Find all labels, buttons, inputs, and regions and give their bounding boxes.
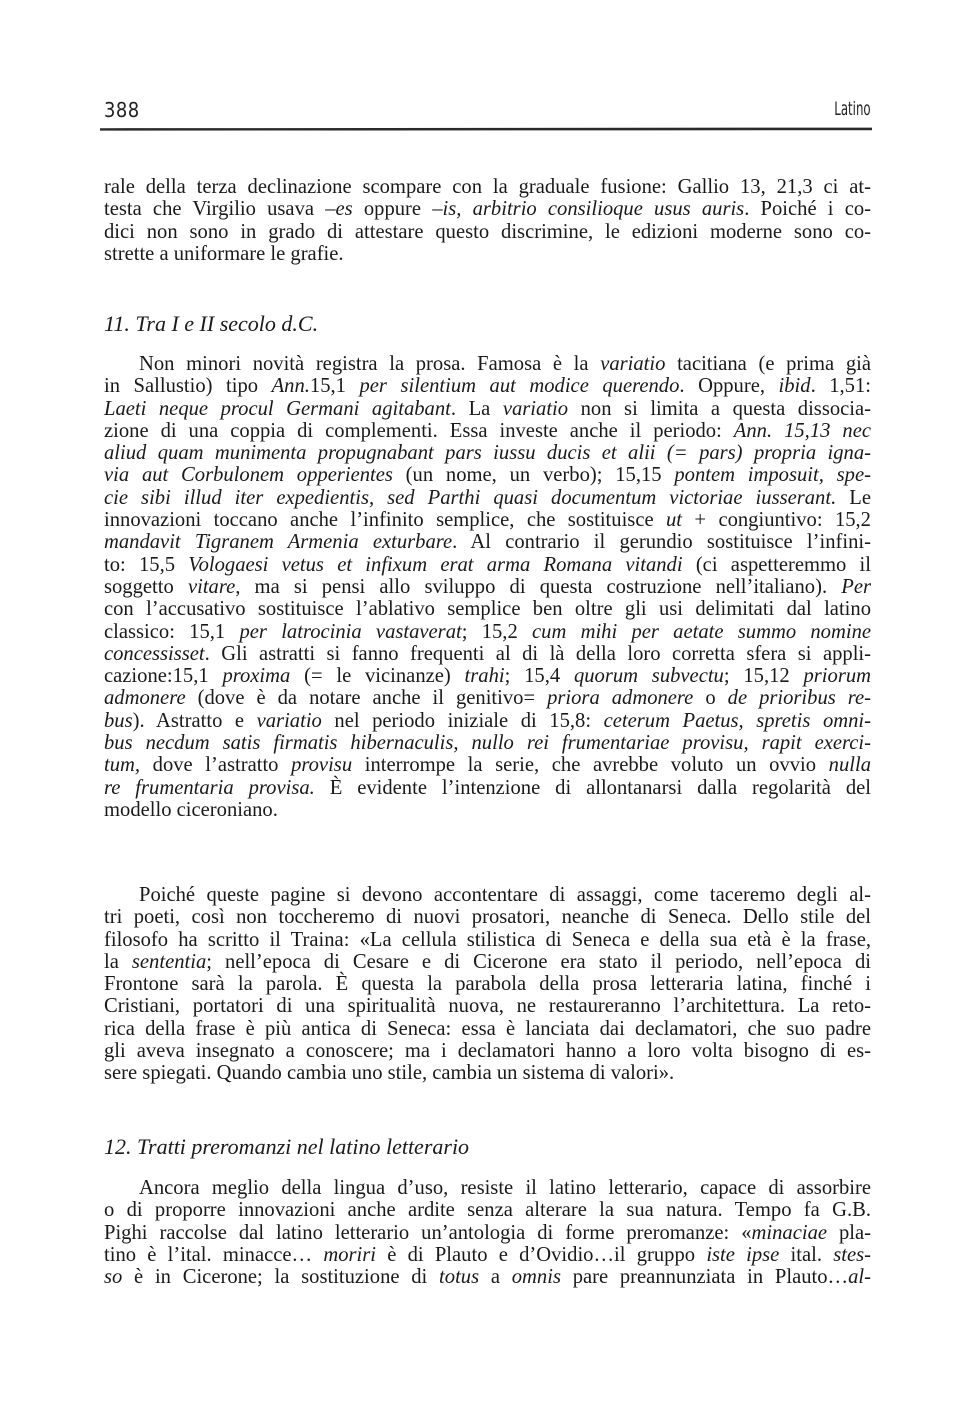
italic-text: cum mihi per aetate summo nomine (532, 620, 872, 643)
italic-text: Ann. 15,13 nec (733, 419, 871, 442)
italic-text: omnis (511, 1266, 561, 1289)
text-line (104, 375, 871, 397)
italic-text: sententia (131, 950, 207, 973)
italic-text: tum, (104, 754, 141, 777)
text-run: a (479, 1266, 512, 1289)
text-run: con l’accusativo sostituisce l’ablativo semplice ben oltre gli usi delimitati dal latino (104, 598, 871, 621)
italic-text: moriri (323, 1243, 376, 1266)
text-run: Cristiani, portatori di una spiritualità nuova, ne restaureranno l’architettura. La reto- (104, 995, 871, 1018)
text-run: filosofo ha scritto il Traina: «La cellula stilistica di Seneca e della sua età è la frase, (104, 928, 871, 951)
text-run: o di proporre innovazioni anche ardite senza alterare la sua natura. Tempo fa G.B. (104, 1199, 871, 1222)
text-run: (un nome, un verbo); 15,15 (392, 464, 675, 487)
text-run: soggetto (104, 575, 188, 598)
text-run: tri poeti, così non toccheremo di nuovi prosatori, neanche di Seneca. Dello stile del (104, 906, 871, 929)
text-line (104, 509, 871, 531)
italic-text: pontem imposuit, spe- (674, 464, 871, 487)
text-run: rica della frase è più antica di Seneca: essa è lanciata dai declamatori, che suo padre (104, 1017, 871, 1040)
italic-text: priora admonere (547, 687, 694, 710)
italic-text: Laeti neque procul Germani agitabant (104, 397, 451, 420)
italic-text: Vologaesi vetus et infixum erat arma Romana vitandi (188, 553, 683, 576)
text-line (104, 799, 871, 821)
text-line (104, 1040, 871, 1062)
italic-text: ut (666, 509, 683, 532)
italic-text: variatio (256, 709, 322, 732)
text-run: (= le vicinanze) (290, 665, 465, 688)
text-line (104, 995, 871, 1017)
text-run: Poiché queste pagine si devono accontentare di assaggi, come taceremo degli al- (139, 884, 871, 906)
italic-text: –is, arbitrio consilioque usus auris (432, 198, 745, 221)
text-line (104, 243, 871, 265)
text-run: . 1,51: (810, 375, 872, 398)
italic-text: variatio (502, 397, 569, 420)
italic-text: al- (848, 1266, 872, 1289)
text-run: nel periodo iniziale di 15,8: (321, 709, 604, 732)
text-line (104, 554, 871, 576)
text-run: testa che Virgilio usava (104, 198, 326, 221)
section-heading-11: 11. Tra I e II secolo d.C. (104, 311, 319, 336)
italic-text: priorum (803, 665, 872, 688)
text-line (104, 754, 871, 776)
text-run: pla- (827, 1221, 871, 1244)
text-run: interrompe la serie, che avrebbe voluto un ovvio (352, 754, 829, 777)
text-run: ital. (779, 1243, 834, 1266)
text-run: . Poiché i co- (744, 198, 871, 221)
italic-text: quorum subvectu (573, 665, 724, 688)
text-run: classico: 15,1 (104, 620, 240, 643)
text-run: in Sallustio) tipo (104, 375, 272, 398)
text-line (104, 665, 871, 687)
text-line (104, 487, 871, 509)
text-line (104, 442, 871, 464)
text-line (104, 687, 871, 709)
text-run: strette a uniformare le grafie. (104, 242, 344, 265)
text-run: ; nell’epoca di Cesare e di Cicerone era stato il periodo, nell’epoca di (206, 950, 871, 973)
italic-text: mandavit Tigranem Armenia exturbare (104, 531, 453, 554)
italic-text: nulla (828, 754, 872, 777)
text-run: to: 15,5 (104, 553, 189, 576)
text-line (104, 176, 871, 198)
italic-text: per silentium aut modice querendo (359, 375, 680, 398)
italic-text: concessisset (104, 642, 205, 665)
text-run: sere spiegati. Quando cambia uno stile, cambia un sistema di valori». (104, 1062, 675, 1085)
header-rule (100, 127, 872, 131)
text-line (104, 464, 871, 486)
running-head: Latino (834, 98, 871, 120)
text-line (104, 1177, 871, 1199)
italic-text: so (104, 1266, 123, 1289)
text-run: ; 15,4 (504, 665, 574, 688)
text-run: non si limita a questa dissocia- (568, 397, 871, 420)
italic-text: proxima (222, 665, 291, 688)
text-run: . Al contrario il gerundio sostituisce l’infini- (452, 531, 871, 554)
text-run: innovazioni toccano anche l’infinito semplice, che sostituisce (104, 509, 666, 532)
italic-text: cie sibi illud iter expedientis, sed Parthi quasi documentum victoriae iusserant. (104, 486, 837, 509)
text-line (104, 906, 871, 928)
text-line (104, 1244, 871, 1266)
para-12-1 (104, 1177, 871, 1288)
italic-text: –es (325, 198, 353, 221)
text-run: modello ciceroniano. (104, 798, 278, 821)
text-run: rale della terza declinazione scompare con la graduale fusione: Gallio 13, 21,3 ci at- (104, 176, 871, 198)
text-run: è di Plauto e d’Ovidio…il gruppo (376, 1243, 707, 1266)
page-header (104, 98, 871, 130)
italic-text: minaciae (751, 1221, 828, 1244)
text-line (104, 1222, 871, 1244)
text-run: ; 15,2 (461, 620, 533, 643)
text-run: Ancora meglio della lingua d’uso, resiste il latino letterario, capace di assorbire (139, 1177, 871, 1199)
text-line (104, 398, 871, 420)
text-line (104, 1018, 871, 1040)
text-line (104, 951, 871, 973)
text-run: cazione:15,1 (104, 665, 223, 688)
text-line (104, 777, 871, 799)
text-run: pare preannunziata in Plauto… (560, 1266, 849, 1289)
text-run: 15,1 (309, 375, 360, 398)
text-line (104, 598, 871, 620)
italic-text: bus necdum satis firmatis hibernaculis, nullo rei frumentariae provisu, rapit exerci- (104, 732, 871, 755)
italic-text: aliud quam munimenta propugnabant pars iussu ducis et alii (= pars) propria igna- (104, 442, 871, 465)
text-run: oppure (352, 198, 433, 221)
italic-text: per latrocinia vastaverat (239, 620, 462, 643)
italic-text: Per (841, 575, 871, 598)
text-run: . Gli astratti si fanno frequenti al di là della loro corretta sfera si appli- (204, 642, 871, 665)
text-run: dici non sono in grado di attestare questo discrimine, le edizioni moderne sono co- (104, 220, 871, 243)
text-run: (ci aspetteremmo il (682, 553, 872, 576)
text-line (104, 221, 871, 243)
text-line (104, 884, 871, 906)
text-line (104, 1199, 871, 1221)
page-number: 388 (104, 98, 140, 122)
text-line (104, 732, 871, 754)
text-run: ). Astratto e (132, 709, 257, 732)
text-run: tino è l’ital. minacce… (104, 1243, 324, 1266)
text-line (104, 1062, 871, 1084)
para-intro (104, 176, 871, 265)
text-run: Le (836, 486, 871, 509)
text-line (104, 576, 871, 598)
text-run: + congiuntivo: 15,2 (682, 509, 871, 532)
text-line (104, 643, 871, 665)
italic-text: bus (104, 709, 133, 732)
text-run: È evidente l’intenzione di allontanarsi dalla regolarità del (314, 776, 871, 799)
text-line (104, 531, 871, 553)
text-run: . La (450, 397, 503, 420)
text-line (104, 621, 871, 643)
italic-text: trahi (464, 665, 505, 688)
text-run: . Oppure, (679, 375, 779, 398)
text-run: zione di una coppia di complementi. Essa investe anche il periodo: (104, 419, 734, 442)
text-line (104, 198, 871, 220)
italic-text: variatio (600, 353, 666, 375)
italic-text: re frumentaria provisa. (104, 776, 315, 799)
text-run: tacitiana (e prima già (665, 353, 871, 375)
text-run: gli aveva insegnato a conoscere; ma i declamatori hanno a loro volta bisogno di es- (104, 1040, 871, 1063)
italic-text: de prioribus re- (727, 687, 872, 710)
text-line (104, 353, 871, 375)
text-line (104, 929, 871, 951)
section-heading-12: 12. Tratti preromanzi nel latino letterario (104, 1134, 470, 1159)
italic-text: totus (439, 1266, 480, 1289)
text-run: dove l’astratto (140, 754, 292, 777)
text-line (104, 420, 871, 442)
text-run: o (693, 687, 728, 710)
italic-text: stes- (833, 1243, 871, 1266)
text-line (104, 1266, 871, 1288)
italic-text: Ann. (271, 375, 310, 398)
italic-text: ceterum Paetus, spretis omni- (603, 709, 871, 732)
italic-text: provisu (291, 754, 353, 777)
italic-text: ibid (778, 375, 811, 398)
para-11-2 (104, 884, 871, 1085)
text-line (104, 710, 871, 732)
header-rule-line (100, 127, 872, 132)
italic-text: vitare (187, 575, 236, 598)
text-run: è in Cicerone; la sostituzione di (122, 1266, 440, 1289)
text-run: la (104, 950, 132, 973)
text-run: ; 15,12 (723, 665, 804, 688)
text-run: Non minori novità registra la prosa. Famosa è la (139, 353, 601, 375)
text-run: Pighi raccolse dal latino letterario un’antologia di forme preromanze: « (104, 1221, 752, 1244)
text-line (104, 973, 871, 995)
italic-text: admonere (104, 687, 186, 710)
text-run: (dove è da notare anche il genitivo= (185, 687, 548, 710)
text-run: Frontone sarà la parola. È questa la parabola della prosa letteraria latina, finché i (104, 973, 871, 996)
italic-text: via aut Corbulonem opperientes (104, 464, 393, 487)
text-run: , ma si pensi allo sviluppo di questa costruzione nell’italiano). (235, 575, 842, 598)
para-11-1 (104, 353, 871, 821)
italic-text: iste ipse (706, 1243, 780, 1266)
